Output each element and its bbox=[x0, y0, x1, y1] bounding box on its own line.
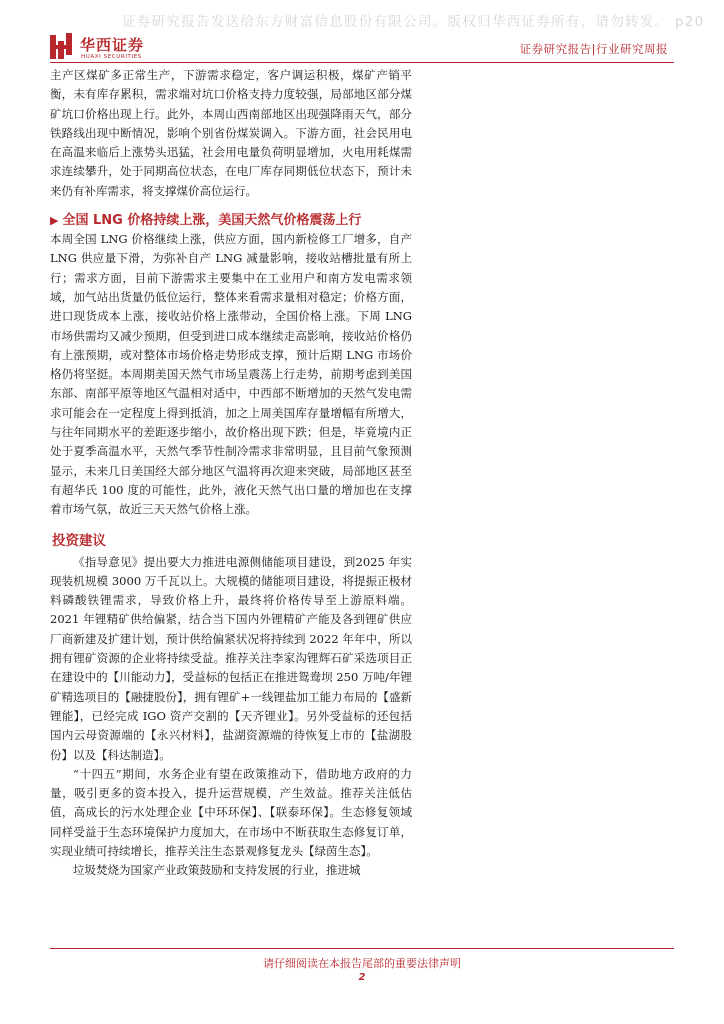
coal-paragraph: 主产区煤矿多正常生产，下游需求稳定，客户调运积极，煤矿产销平衡，未有库存累积，需求端对坑口价格支持力度较强，局部地区部分煤矿坑口价格出现上行。此外，本周山西南部地区出现强降雨天气，部分铁路线出现中断情况，影响个别省份煤炭调入。下游方面，社会民用电在高温来临后上涨势头迅猛，社会用电量负荷明显增加，火电用耗煤需求连续攀升，处于同期高位状态，在电厂库存同期低位状态下，预计未来仍有补库需求，将支撑煤价高位运行。 bbox=[50, 68, 412, 198]
lng-paragraph: 本周全国 LNG 价格继续上涨，供应方面，国内新检修工厂增多，自产 LNG 供应量下滑，为弥补自产 LNG 减量影响，接收站槽批量有所上行；需求方面，目前下游需求主要集中在工业用户和南方发电需求领域，加气站出货量仍低位运行，整体来看需求量相对稳定；价格方面，进口现货成本上涨，接收站价格上涨带动，全国价格上涨。下周 LNG 市场供需均又减少预期，但受到进口成本继续走高影响，接收站价格仍有上涨预期，或对整体市场价格走势形成支撑，预计后期 LNG 市场价格仍将坚挺。本周期美国天然气市场呈震荡上行走势，前期考虑到美国东部、南部平原等地区气温相对适中，中西部不断增加的天然气发电需求可能会在一定程度上得到抵消，加之上周美国库存量增幅有所增大，与往年同期水平的差距逐步缩小，故价格出现下跌；但是，毕竟境内正处于夏季高温水平，天然气季节性制冷需求非常明显，且目前气象预测显示，未来几日美国经大部分地区气温将再次迎来突破，局部地区甚至有超华氏 100 度的可能性，此外，液化天然气出口量的增加也在支撑着市场气氛，故近三天天然气价格上涨。 bbox=[50, 232, 412, 517]
investment-paragraph-water: “十四五”期间，水务企业有望在政策推动下，借助地方政府的力量，吸引更多的资本投入，提升运营规模，产生效益。推荐关注低估值，高成长的污水处理企业【中环环保】、【联泰环保】。生态修复领域同样受益于生态环境保护力度加大，在市场中不断获取生态修复订单，实现业绩可持续增长，推荐关注生态景观修复龙头【绿茵生态】。 bbox=[50, 766, 412, 858]
company-logo bbox=[50, 33, 180, 63]
report-type-label: 证券研究报告|行业研究周报 bbox=[519, 42, 668, 56]
report-body bbox=[50, 66, 412, 881]
triangle-bullet-icon: ▶ bbox=[50, 214, 59, 228]
investment-paragraph-lithium: 《指导意见》提出要大力推进电源侧储能项目建设，到2025 年实现装机规模 3000 万千瓦以上。大规模的储能项目建设，将提振正极材料磷酸铁锂需求，导致价格上升，最终将价格传导至上游原料端。2021 年锂精矿供给偏紧，结合当下国内外锂精矿产能及各到锂矿供应厂商新建及扩建计划，预计供给偏紧状况将持续到 2022 年年中，所以拥有锂矿资源的企业将持续受益。推荐关注李家沟锂辉石矿采选项目正在建设中的【川能动力】，受益标的包括正在推进鸳鸯坝 250 万吨/年锂矿精选项目的【融捷股份】，拥有锂矿+一线锂盐加工能力布局的【盛新锂能】，已经完成 IGO 资产交割的【天齐锂业】。另外受益标的还包括国内云母资源端的【永兴材料】，盐湖资源端的待恢复上市的【盐湖股份】以及【科达制造】。 bbox=[50, 554, 412, 762]
watermark-text: 证券研究报告发送给东方财富信息股份有限公司。版权归华西证券所有，请勿转发。 p20 bbox=[122, 14, 705, 30]
page-number: 2 bbox=[358, 972, 366, 983]
lng-heading-text: 全国 LNG 价格持续上涨，美国天然气价格震荡上行 bbox=[62, 213, 362, 229]
header-divider bbox=[50, 62, 674, 63]
lng-heading bbox=[50, 211, 412, 230]
footer-divider bbox=[50, 948, 674, 949]
logo-name-en: HUAXI SECURITIES bbox=[81, 54, 142, 60]
legal-disclaimer: 请仔细阅读在本报告尾部的重要法律声明 bbox=[263, 957, 461, 970]
huaxi-logo-icon bbox=[50, 33, 72, 61]
investment-advice-heading: 投资建议 bbox=[52, 532, 106, 549]
investment-paragraph-waste: 垃圾焚烧为国家产业政策鼓励和支持发展的行业，推进城 bbox=[73, 863, 361, 878]
logo-name-cn: 华西证券 bbox=[80, 36, 145, 54]
